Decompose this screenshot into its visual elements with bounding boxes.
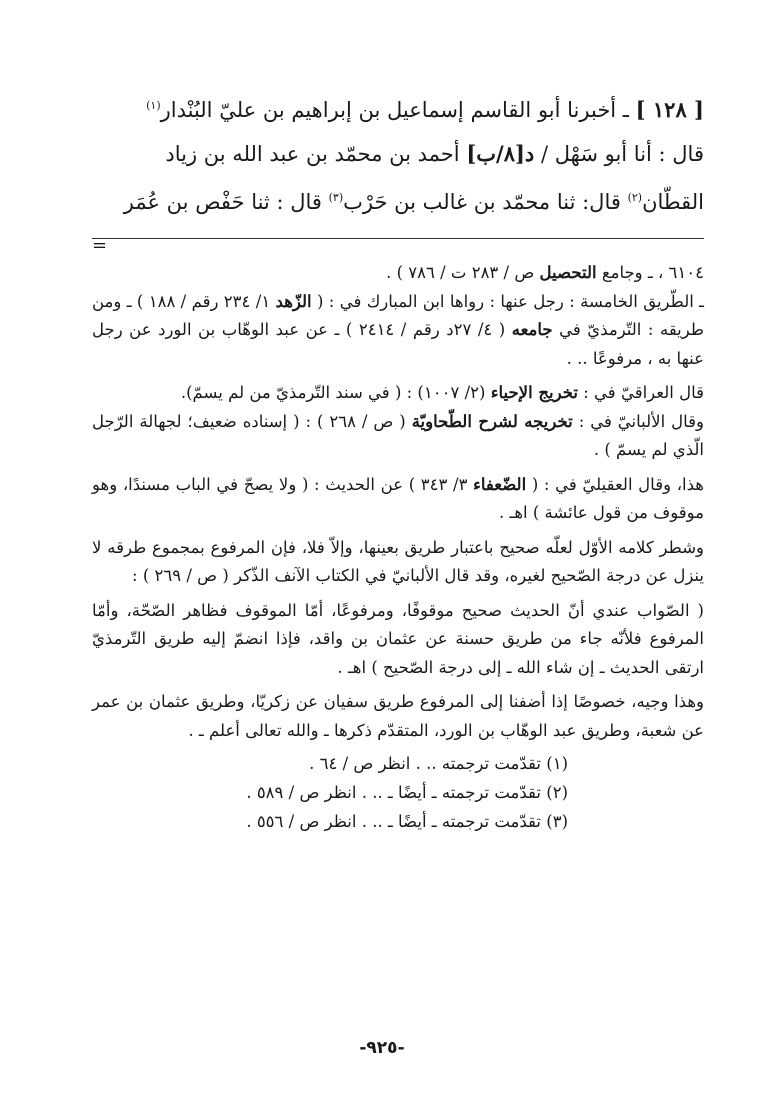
note-text: ١/ ٢٣٤ رقم / ١٨٨ ) ـ ومن طريقه : التّرمذيّ في (92, 291, 704, 339)
footnote-2: (٢) تقدّمت ترجمته ـ أيضًا ـ .. . انظر ص / ٥٨٩ . (246, 783, 568, 802)
book-title: تخريجه لشرح الطّحاويّة (411, 411, 573, 431)
note-paragraph (92, 288, 704, 374)
main-line-3-b: قال: ثنا محمّد بن غالب بن حَرْب (343, 190, 621, 214)
main-line-3-c: قال : ثنا حَفْص بن عُمَر (123, 190, 322, 214)
note-text: ( ٤/ ٢٧د رقم / ٢٤١٤ ) ـ عن عبد الوهّاب بن الورد عن رجل عنها به ، مرفوعًا .. . (92, 320, 704, 368)
book-title: الزّهد (275, 291, 312, 311)
footnote-ref-2: (٢) (627, 191, 643, 204)
note-paragraph (92, 534, 704, 591)
main-text (92, 84, 704, 224)
note-text: هذا، وقال العقيليّ في : ( (531, 474, 704, 494)
note-text: ٦١٠٤ ، ـ وجامع (601, 263, 704, 282)
note-text: ( الصّواب عندي أنّ الحديث صحيح موقوفًا، ومرفوعًا، أمّا الموقوف فظاهر الصّحّة، وأمّا المرفوع فلأنّه جاء من طريق حسنة عن عثمان بن واقد، فإذا انضمّ إليه طريق التّرمذيّ ارتقى الحديث ـ إن شاء الله ـ إلى درجة الصّحيح ) اهـ . (92, 600, 704, 677)
note-text: ـ الطّريق الخامسة : رجل عنها : رواها ابن المبارك في : ( (316, 291, 704, 311)
footnote-ref-1: (١) (146, 99, 161, 112)
main-line-1 (92, 84, 704, 132)
note-paragraph (92, 688, 704, 745)
page-number: -٩٢٥- (359, 1038, 405, 1058)
note-text: وشطر كلامه الأوّل لعلّه صحيح باعتبار طريق بعينها، وإلاّ فلا، فإن المرفوع بمجموع طرقه لا ينزل عن درجة الصّحيح لغيره، وقد قال الألبانيّ في الكتاب الآنف الذّكر ( ص / ٢٦٩ ) : (92, 537, 704, 585)
main-line-2 (92, 132, 704, 176)
note-text: ( ص / ٢٦٨ ) : ( إسناده ضعيف؛ لجهالة الرّجل الّذي لم يسمّ ) . (92, 411, 704, 459)
note-text: ٣/ ٣٤٣ ) عن الحديث : ( ولا يصحّ في الباب مسندًا، وهو موقوف من قول عائشة ) اهـ . (92, 474, 704, 522)
hadith-number: [ ١٢٨ ] (635, 97, 704, 122)
main-line-2-c: أحمد بن محمّد بن عبد الله بن زياد (165, 142, 460, 166)
book-title: تخريج الإحياء (490, 383, 578, 402)
note-text: ص / ٢٨٣ ت / ٧٨٦ ) . (386, 263, 535, 282)
footnote-1: (١) تقدّمت ترجمته .. . انظر ص / ٦٤ . (309, 754, 568, 773)
page-body (92, 84, 704, 836)
notes-section (92, 259, 704, 745)
note-paragraph (92, 259, 704, 288)
note-paragraph (92, 597, 704, 683)
footnote-3: (٣) تقدّمت ترجمته ـ أيضًا ـ .. . انظر ص / ٥٥٦ . (246, 812, 568, 831)
footnotes (92, 749, 704, 836)
note-text: وقال الألبانيّ في : (578, 411, 704, 431)
book-title: الضّعفاء (473, 474, 527, 494)
note-paragraph (92, 379, 704, 408)
main-line-3 (92, 176, 704, 224)
note-paragraph (92, 471, 704, 528)
main-line-2-a: قال : أنا أبو سَهْل / (540, 142, 704, 166)
footnote-ref-3: (٣) (328, 191, 344, 204)
book-title: جامعه (511, 320, 553, 339)
manuscript-folio-ref: د[٨/ب] (466, 141, 535, 166)
main-line-3-a: القطّان (642, 190, 704, 214)
note-paragraph (92, 408, 704, 465)
main-line-1-text: ـ أخبرنا أبو القاسم إسماعيل بن إبراهيم بن عليّ البُنْدار (160, 98, 629, 122)
continuation-mark: = (92, 235, 108, 256)
note-text: (٢/ ١٠٠٧) : ( في سند التّرمذيّ من لم يسمّ). (180, 383, 486, 402)
note-text: قال العراقيّ في : (583, 383, 704, 402)
note-text: وهذا وجيه، خصوصًا إذا أضفنا إلى المرفوع طريق سفيان عن زكريّا، وطريق عثمان بن عمر عن شعبة، وطريق عبد الوهّاب بن الورد، المتقدّم ذكرها ـ والله تعالى أعلم ـ . (92, 692, 704, 740)
book-title: التحصيل (539, 263, 597, 282)
